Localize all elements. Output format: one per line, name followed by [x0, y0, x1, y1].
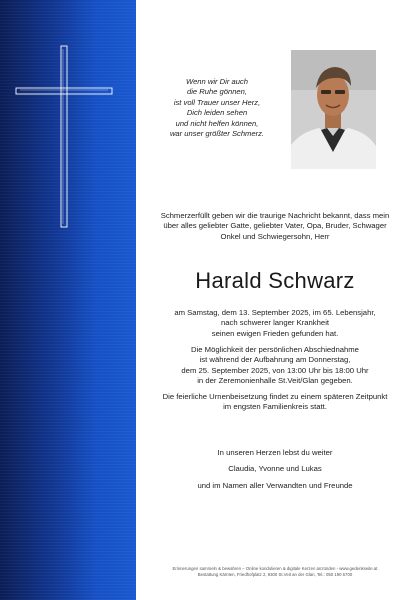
- portrait-photo: [291, 50, 376, 169]
- intro-line: Onkel und Schwiegersohn, Herr: [220, 231, 330, 241]
- death-line: am Samstag, dem 13. September 2025, im 65. Lebensjahr,: [174, 308, 376, 317]
- relatives-line: und im Namen aller Verwandten und Freunde: [197, 481, 353, 490]
- poem-line: die Ruhe gönnen,: [187, 87, 247, 97]
- cross-icon: [14, 44, 114, 229]
- death-line: seinen ewigen Frieden gefunden hat.: [211, 328, 339, 338]
- intro-line: Schmerzerfüllt geben wir die traurige Nachricht bekannt, dass mein: [160, 211, 390, 220]
- portrait-image: [291, 50, 376, 169]
- burial-line: Die feierliche Urnenbeisetzung findet zu einem späteren Zeitpunkt: [162, 392, 388, 401]
- announcement-intro: [140, 211, 410, 242]
- farewell-line: ist während der Aufbahrung am Donnerstag,: [199, 355, 351, 365]
- footer: [140, 566, 410, 578]
- footer-line: Erinnerungen sammeln & bewahren – Online kondolieren & digitale Kerzen anzünden - www.gedenkseite.at: [172, 566, 378, 571]
- poem-line: Dich leiden sehen: [186, 108, 248, 118]
- farewell-info: [140, 345, 410, 386]
- poem-line: Wenn wir Dir auch: [186, 77, 248, 86]
- farewell-line: dem 25. September 2025, von 13:00 Uhr bis 18:00 Uhr: [181, 365, 369, 375]
- burial-info: [140, 392, 410, 413]
- farewell-line: in der Zeremonienhalle St.Veit/Glan gegeben.: [197, 375, 353, 385]
- deceased-name: Harald Schwarz: [195, 268, 355, 293]
- intro-line: über alles geliebter Gatte, geliebter Vater, Opa, Bruder, Schwager: [163, 221, 387, 231]
- death-notice: [140, 308, 410, 339]
- poem-line: ist voll Trauer unser Herz,: [173, 97, 261, 107]
- footer-line: Bestattung Kärnten, Friedhofplatz 2, 9300 St.Veit an der Glan, Tel.: 050 190 6700: [197, 572, 353, 577]
- memorial-poem: [148, 77, 286, 139]
- closing-line: In unseren Herzen lebst du weiter: [217, 448, 333, 457]
- burial-line: im engsten Familienkreis statt.: [223, 402, 327, 412]
- poem-line: und nicht helfen können,: [175, 118, 259, 128]
- death-line: nach schwerer langer Krankheit: [220, 318, 330, 328]
- poem-line: war unser größter Schmerz.: [169, 129, 265, 139]
- closing-words: [140, 448, 410, 475]
- farewell-line: Die Möglichkeit der persönlichen Abschiednahme: [191, 345, 359, 354]
- mourners-names: Claudia, Yvonne und Lukas: [228, 464, 322, 474]
- blue-side-panel: [0, 0, 136, 600]
